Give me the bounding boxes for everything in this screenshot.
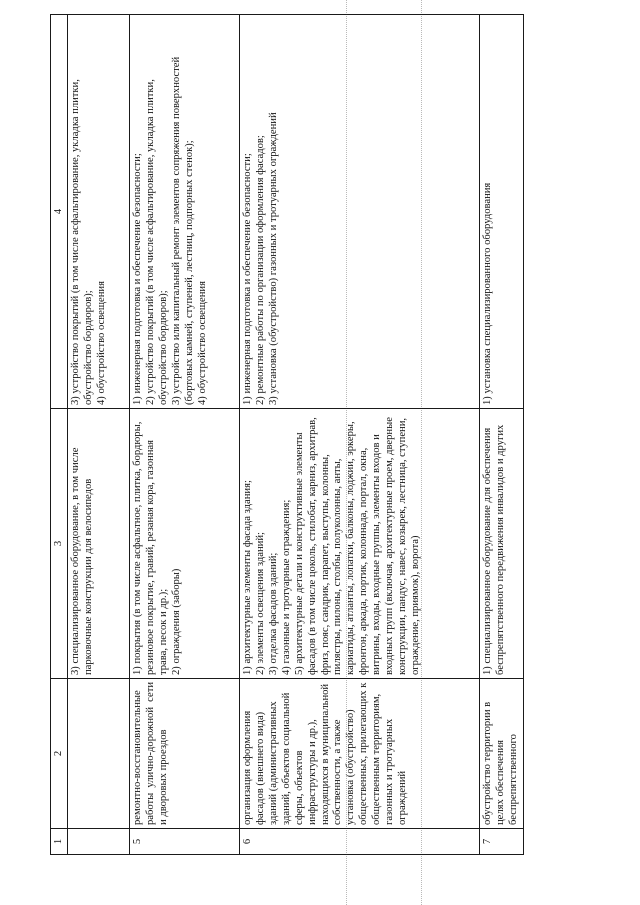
works-table: [50, 14, 524, 855]
objects-item: 5) архитектурные детали и конструктивные элементы фасадов (в том числе цоколь, стилобат, карниз, архитрав, фриз, пояс, сандрик, парапет, выступы, колонны, пилястры, пилоны, столбы, полуколонны, анты, кариатиды, атланты, лопатки, балконы, лоджии, эркеры, фронтон, аркада, портик, колоннада, портал, окна, витрины, входы, входные группы, элементы входов и входных групп (включая, архитектурные проем, дверные конструкции, пандус, навес, козырек, лестница, ступени, ограждение, приямок), ворота): [293, 417, 421, 675]
objects-item: 1) архитектурные элементы фасада здания;: [242, 480, 253, 675]
table-row-continued: [68, 15, 130, 855]
works-item: 4) обустройство освещения: [95, 281, 107, 405]
row-name-cell: [68, 679, 130, 829]
row-name-cell: ремонтно-восстановительные работы улично-дорожной сети и дворовых проездов: [130, 679, 240, 829]
works-item: 2) ремонтные работы по организации оформления фасадов;: [254, 135, 266, 405]
row-works-cell: [480, 15, 524, 409]
row-works-cell: [130, 15, 240, 409]
objects-item: 3) специализированное оборудование, в том числе парковочные конструкции для велосипедов: [70, 447, 94, 675]
row-objects-cell: [130, 409, 240, 679]
works-item: 3) устройство или капитальный ремонт элементов сопряжения поверхностей (бортовых камней, ступеней, лестниц, подпорных стенок);: [170, 56, 195, 405]
header-row: [51, 15, 68, 855]
row-number-cell: 6: [240, 829, 480, 855]
row-name-cell: организация оформления фасадов (внешнего вида) зданий (административных зданий, объектов социальной сферы, объектов инфраструктуры и др.), находящихся в муниципальной собственности, а также установка (обустройство) общественных, прилегающих к общественным территориям, газонных и тротуарных ограждений: [240, 679, 480, 829]
works-item: 2) устройство покрытий (в том числе асфальтирование, укладка плитки, обустройство бордюров);: [144, 79, 169, 405]
rotated-table-container: [50, 15, 520, 855]
works-item: 3) установка (обустройство) газонных и тротуарных ограждений: [267, 112, 279, 405]
row-objects-cell: [480, 409, 524, 679]
objects-item: 1) покрытия (в том числе асфальтное, плитка, бордюры, резиновое покрытие, гравий, резаная кора, газонная трава, песок и др.);: [132, 421, 169, 675]
objects-item: 2) ограждения (заборы): [170, 568, 182, 675]
works-item: 1) инженерная подготовка и обеспечение безопасности;: [132, 153, 143, 405]
table-row: [480, 15, 524, 855]
row-works-cell: [240, 15, 480, 409]
header-cell-4: 4: [51, 15, 68, 409]
header-cell-2: 2: [51, 679, 68, 829]
header-cell-1: 1: [51, 829, 68, 855]
works-item: 3) устройство покрытий (в том числе асфальтирование, укладка плитки, обустройство бордюров);: [70, 79, 94, 405]
row-number-cell: [68, 829, 130, 855]
objects-item: 2) элементы освещения зданий;: [254, 532, 266, 675]
table-row: [130, 15, 240, 855]
objects-item: 3) отделка фасадов зданий;: [267, 552, 279, 675]
row-objects-cell: [240, 409, 480, 679]
works-item: 1) инженерная подготовка и обеспечение безопасности;: [242, 153, 253, 405]
row-works-cell: [68, 15, 130, 409]
row-objects-cell: [68, 409, 130, 679]
table-row: [240, 15, 480, 855]
works-item: 4) обустройство освещения: [196, 281, 208, 405]
works-item: 1) установка специализированного оборудования: [482, 182, 493, 405]
row-name-cell: обустройство территории в целях обеспечения беспрепятственного: [480, 679, 524, 829]
header-cell-3: 3: [51, 409, 68, 679]
row-number-cell: 7: [480, 829, 524, 855]
objects-item: 1) специализированное оборудование для обеспечения беспрепятственного передвижения инвалидов и других: [482, 424, 506, 675]
objects-item: 4) газонные и тротуарные ограждения;: [280, 499, 292, 675]
row-number-cell: 5: [130, 829, 240, 855]
